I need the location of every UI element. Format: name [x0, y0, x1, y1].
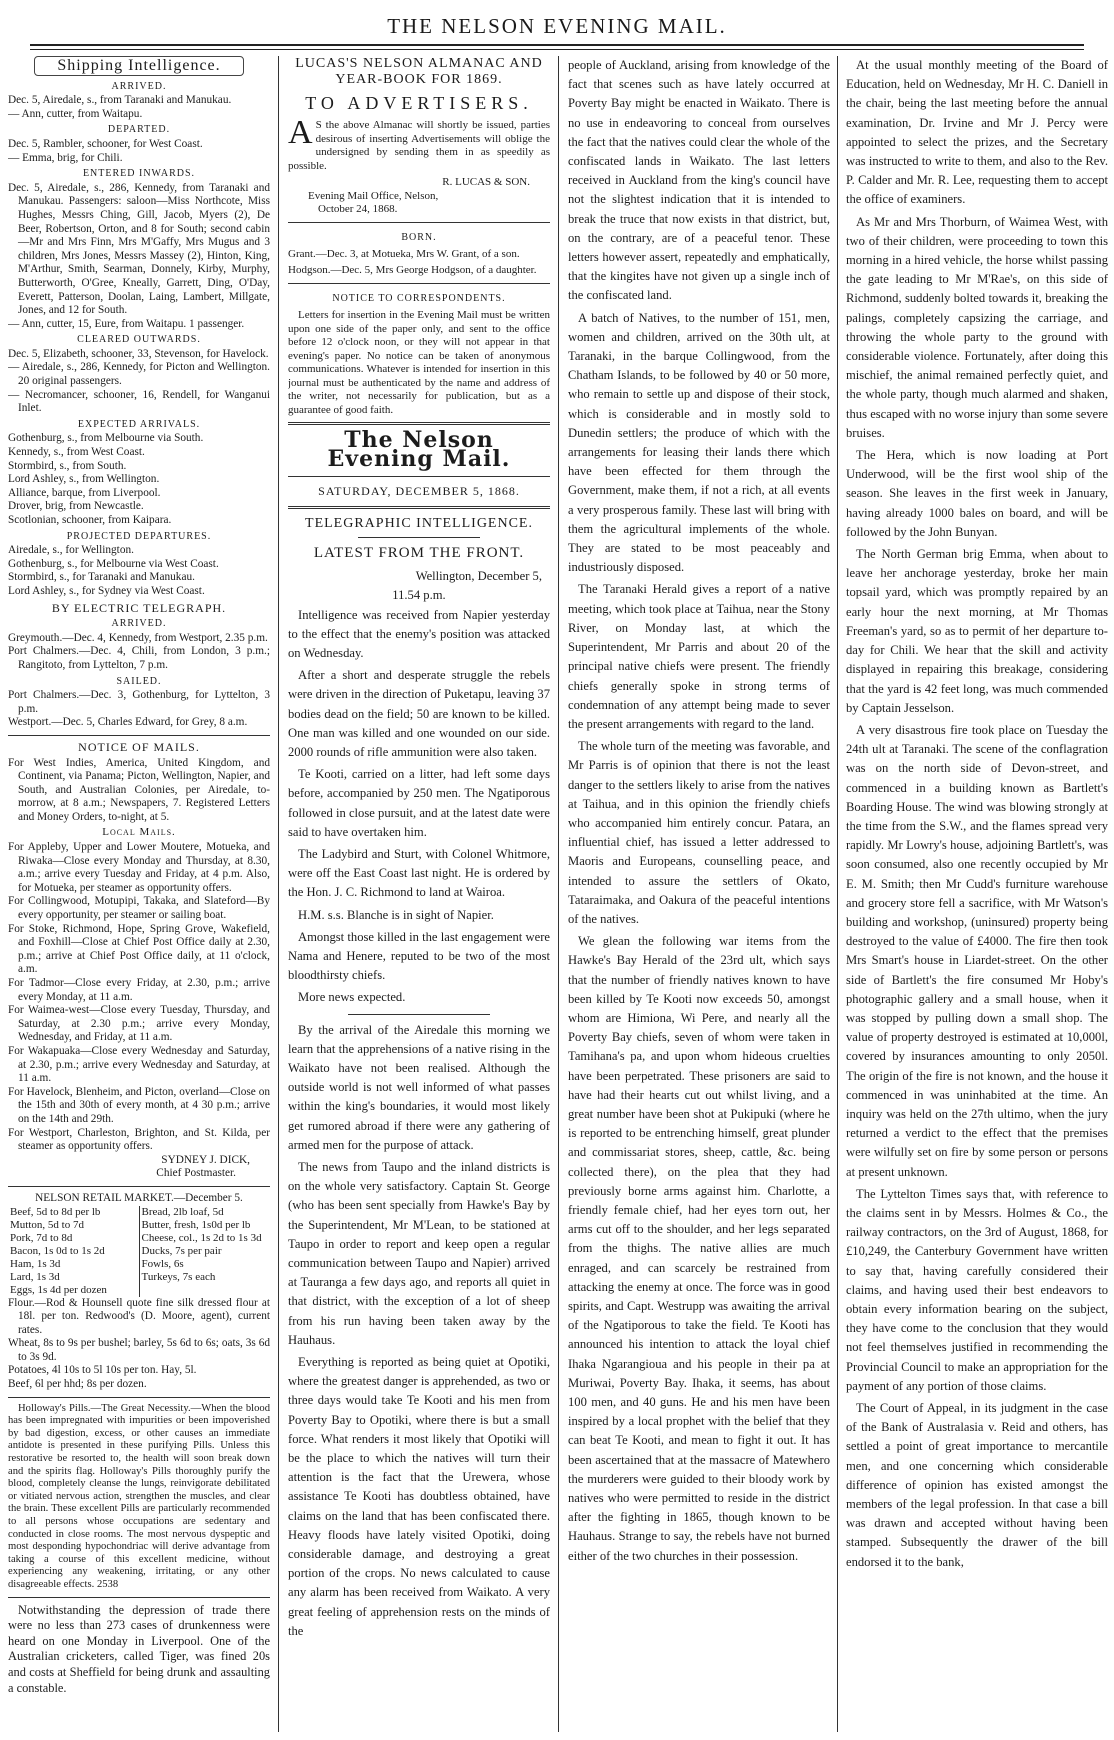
holloway-number: 2538: [96, 1578, 119, 1590]
table-row: [8, 1284, 270, 1297]
divider: [8, 1186, 270, 1187]
almanac-place: Evening Mail Office, Nelson,: [308, 189, 439, 202]
list-item: Gothenburg, s., from Melbourne via South.: [8, 432, 204, 445]
paragraph: H.M. s.s. Blanche is in sight of Napier.: [298, 907, 494, 922]
paragraph: A batch of Natives, to the number of 151, men, women and children, arrived on the 30th ult, at Taranaki, in the barque Collingwood, from the Chatham Islands, to be followed by 40 or 50 more, who remain to settle up and dispose of their stock, which is considerable and in mostly sold to Dunedin settlers; the produce of which with the arrangements for leasing their lands there which have been effected for them through the Government, make them, if not a rich, at all events a very prosperous family. These last will bring with them the agricultural implements of the whole. They are stated to be most peaceably and industriously disposed.: [568, 310, 830, 575]
list-item: Grant.—Dec. 3, at Motueka, Mrs W. Grant, of a son.: [288, 247, 520, 260]
table-cell: Bacon, 1s 0d to 1s 2d: [8, 1245, 139, 1258]
tel-sailed-heading: SAILED.: [116, 675, 162, 687]
paragraph: More news expected.: [298, 990, 406, 1005]
telegraphic-heading: TELEGRAPHIC INTELLIGENCE.: [305, 515, 533, 531]
list-item: — Ann, cutter, 15, Eure, from Waitapu. 1 passenger.: [8, 317, 245, 330]
dateline: SATURDAY, DECEMBER 5, 1868.: [318, 483, 520, 498]
born-heading: BORN.: [401, 231, 437, 243]
almanac-notice: A S the above Almanac will shortly be issued, parties desirous of inserting Advertisements will oblige the undersigned by sending them in as speedily as possible. R. LUCAS & SON. Evening Mail Office, Nelson, October 24, 1868.: [288, 114, 550, 216]
tel-arrived-heading: ARRIVED.: [111, 618, 167, 630]
column-2: [288, 56, 550, 1736]
table-cell: Beef, 5d to 8d per lb: [8, 1206, 139, 1219]
market-table: [8, 1206, 270, 1297]
list-item: Gothenburg, s., for Melbourne via West Coast.: [8, 557, 219, 570]
table-cell: Pork, 7d to 8d: [8, 1232, 139, 1245]
dateline-time: 11.54 p.m.: [392, 588, 446, 603]
paragraph: The North German brig Emma, when about to leave her anchorage yesterday, broke her main topsail yard, which was promptly repaired by an early hour the next morning, at Mr Thomas Freeman's yard, so as to permit of her departure to-day for Chili. We hear that the skill and activity displayed in repairing this breakage, considering that the yard is 42 feet long, was much commended by Captain Jesselson.: [846, 547, 1108, 715]
table-cell: Lard, 1s 3d: [8, 1271, 139, 1284]
entered-list: [8, 182, 270, 332]
column-3: [568, 56, 830, 1736]
tel-sailed-list: [8, 689, 270, 730]
list-item: Dec. 5, Airedale, s., 286, Kennedy, from Taranaki and Manukau. Passengers: saloon—Miss Northcote, Miss Hughes, Messrs Ching, Gill, Jacob, Myers (2), De Beer, Robertson, Orton, and 8 for South; second cabin—Mr and Mrs Finn, Mrs M'Gaffy, Mrs Mugus and 3 children, Mrs Jones, Messrs Massey (2), Hinton, King, M'Arthur, Smith, Searman, Donnely, Kirby, Murphy, Butterworth, O'Gree, Kneally, Garrett, Ding, O'Day, Everett, Patterson, Doolan, Laing, Lambert, Millgate, Jones, and 12 for South.: [8, 181, 270, 317]
table-cell: Mutton, 5d to 7d: [8, 1219, 139, 1232]
list-item: Hodgson.—Dec. 5, Mrs George Hodgson, of a daughter.: [288, 264, 537, 277]
list-item: Alliance, barque, from Liverpool.: [8, 486, 161, 499]
market-text: [8, 1297, 270, 1392]
list-item: For Wakapuaka—Close every Wednesday and Saturday, at 2.30, p.m.; arrive every Wednesday and Saturday, at 11 a.m.: [8, 1044, 270, 1085]
expected-list: [8, 432, 270, 527]
mails-heading: NOTICE OF MAILS.: [78, 739, 200, 754]
arrived-heading: ARRIVED.: [111, 80, 167, 92]
paragraph: Te Kooti, carried on a litter, had left some days before, accompanied by 250 men. The Ngatiporous followed in close pursuit, and at the latest date were said to have overtaken him.: [288, 767, 550, 839]
table-cell: Ducks, 7s per pair: [141, 1244, 222, 1257]
list-item: Airedale, s., for Wellington.: [8, 544, 134, 557]
list-item: Dec. 5, Airedale, s., from Taranaki and Manukau.: [8, 94, 232, 107]
list-item: Potatoes, 4l 10s to 5l 10s per ton. Hay, 5l.: [8, 1364, 197, 1377]
projected-list: [8, 544, 270, 598]
masthead-rule-thin: [30, 49, 1084, 50]
list-item: Wheat, 8s to 9s per bushel; barley, 5s 6d to 6s; oats, 3s 6d to 3s 9d.: [8, 1337, 270, 1363]
drunkenness-paragraph: Notwithstanding the depression of trade there were no less than 273 cases of drunkenness were heard on one Monday in Liverpool. One of the Australian cricketers, called Tiger, was fined 20s and costs at Sheffield for being drunk and assaulting a constable.: [8, 1602, 270, 1695]
list-item: — Necromancer, schooner, 16, Rendell, for Wanganui Inlet.: [8, 388, 270, 415]
masthead: THE NELSON EVENING MAIL.: [387, 14, 727, 38]
paragraph: The whole turn of the meeting was favorable, and Mr Parris is of opinion that there is not the least danger to the settlers likely to arise from the natives at Taihua, and in this opinion the friendly chiefs who accompanied him entirely concur. Patara, an influential chief, has issued a letter addressed to Maoris and Europeans, counselling peace, and intended to assure the settlers of Okato, Tataraimaka, and Oakura of the peaceful intentions of the natives.: [568, 739, 830, 926]
paragraph: Intelligence was received from Napier yesterday to the effect that the enemy's position was attacked on Wednesday.: [288, 607, 550, 660]
list-item: Lord Ashley, s., for Sydney via West Coast.: [8, 584, 205, 597]
divider: [288, 422, 550, 425]
holloway-ad: Holloway's Pills.—The Great Necessity.—When the blood has been impregnated with impurities or been impoverished by bad digestion, excess, or other causes an immediate antidote is presented in these purifying Pills. Unless this restorative be resorted to, the health will soon break down and the spirits flag. Holloway's Pills thoroughly purify the blood, completely cleanse the lungs, reinvigorate debilitated or vitiated nervous action, strengthen the muscles, and clear the brain. These excellent Pills are particularly recommended to all persons whose occupations are sedentary and conducted in close rooms. The most nervous dyspeptic and most desponding hypochondriac will derive advantage from taking a course of this excellent medicine, without experiencing any weakening, irritating, or any other disagreeable effects. 2538: [8, 1402, 270, 1590]
list-item: Lord Ashley, s., from Wellington.: [8, 473, 160, 486]
almanac-date: October 24, 1868.: [318, 203, 398, 216]
front-paragraphs: [288, 606, 550, 1008]
almanac-heading: LUCAS'S NELSON ALMANAC AND YEAR-BOOK FOR 1869.: [295, 56, 543, 87]
table-cell: Bread, 2lb loaf, 5d: [141, 1205, 224, 1218]
telegraph-heading: BY ELECTRIC TELEGRAPH.: [51, 600, 227, 615]
list-item: Dec. 5, Elizabeth, schooner, 33, Stevenson, for Havelock.: [8, 347, 269, 360]
table-row: [8, 1271, 270, 1284]
departed-heading: DEPARTED.: [107, 124, 171, 136]
almanac-signature: R. LUCAS & SON.: [442, 176, 530, 189]
table-cell: Fowls, 6s: [141, 1257, 184, 1270]
projected-heading: PROJECTED DEPARTURES.: [66, 530, 212, 542]
masthead-rule: [30, 44, 1084, 46]
column-divider: [278, 56, 279, 1732]
paragraph: We glean the following war items from the Hawke's Bay Herald of the 23rd ult, which says that the number of friendly natives known to have been killed by Te Kooti now exceeds 50, amongst whom are Himiona, Wi Pere, and nearly all the Poverty Bay chiefs, seven of whom were taken in Tamihana's pa, and upon whom hideous cruelties have been perpetrated. These prisoners are said to have had their hearts cut out whilst living, and a great number have been shot at Pukipuki (where he is reported to be entrenching himself, great plunder and commissariat stores, sheep, cattle, &c. being collected there), on the plea that they had previously borne arms against him. Charlotte, a friendly female chief, had her eyes torn out, her arms cut off to the shoulder, and her legs separated from the thighs. The native allies are much enraged, and can scarcely be restrained from attacking the enemy at once. The force was in good spirits, and Capt. Westrupp was awaiting the arrival of the Ngatiporous to take the field. Te Kooti has announced his intention to attack the loyal chief Ihaka Ngarangioua and his people in their pa at Muriwai, Poverty Bay. Ihaka, it seems, has about 100 men, and 40 guns. He and his men have been inspired by a local prophet with the belief that they can beat Te Kooti, and mean to fight it out. It has been ascertained that at the massacre of Matewhero the murderers were guided to their bloody work by natives who were permitted to reside in the district after the fighting in 1865, though known to be Hauhaus. Strange to say, the rebels have not burned either of the two churches in their possession.: [568, 934, 830, 1563]
paragraph: Amongst those killed in the last engagement were Nama and Henere, reputed to be two of the most bloodthirsty chiefs.: [288, 929, 550, 983]
paragraph: A very disastrous fire took place on Tuesday the 24th ult at Taranaki. The scene of the conflagration was on the north side of Devon-street, and commenced in a building known as Bartlett's Boarding House. The wind was blowing strongly at the time from the S.W., and the flames spread very rapidly. Mr Lowry's house, adjoining Bartlett's, was soon consumed, also one recently occupied by Mr E. M. Smith; then Mr Cudd's furniture warehouse and grocery store fell a sacrifice, with Mr Watson's building and workshop, (uninsured) property being destroyed to the value of £4000. The fire then took Mrs Smart's house in Liardet-street. On the other side of Bartlett's the fire consumed Mr Hoby's photographic gallery and a small house, when it was stopped by pulling down a small shop. The value of property destroyed is estimated at 10,000l, covered by insurances amounting to only 2050l. The origin of the fire is not known, and the house it commenced in was uninhabited at the time. An inquiry was held on the 27th ultimo, when the jury returned a verdict to the effect that the premises were wilfully set on fire by some person or persons at present unknown.: [846, 722, 1108, 1179]
correspondents-heading: NOTICE TO CORRESPONDENTS.: [332, 292, 506, 304]
born-list: [288, 248, 550, 278]
tel-arrived-list: [8, 632, 270, 673]
list-item: For Westport, Charleston, Brighton, and St. Kilda, per steamer as opportunity offers.: [8, 1126, 270, 1153]
postmaster-name: SYDNEY J. DICK,: [161, 1153, 250, 1166]
list-item: — Airedale, s., 286, Kennedy, for Picton and Wellington. 20 original passengers.: [8, 361, 270, 388]
list-item: Scotlonian, schooner, from Kaipara.: [8, 514, 172, 526]
paragraph: At the usual monthly meeting of the Board of Education, held on Wednesday, Mr H. C. Daniell in the chair, being the last meeting before the annual examination, Dr. Irvine and Mr J. Percy were appointed to select the prizes, and the Secretary was instructed to write to them, and also to the Rev. P. Calder and Mr. R. Lee, requesting them to accept the office of examiners.: [846, 58, 1108, 207]
local-mails-heading: Local Mails.: [102, 826, 176, 839]
nameplate: The Nelson Evening Mail.: [327, 427, 511, 473]
table-cell: Ham, 1s 3d: [8, 1258, 139, 1271]
list-item: For Tadmor—Close every Friday, at 2.30, p.m.; arrive every Monday, at 11 a.m.: [8, 977, 270, 1003]
news-paragraphs: [288, 1021, 550, 1642]
drop-cap: A: [288, 114, 313, 152]
column-divider: [837, 56, 838, 1732]
local-mails-list: [8, 841, 270, 1154]
paragraph: people of Auckland, arising from knowledge of the fact that scenes such as have lately occurred at Poverty Bay might be enacted in Waikato. There is no use in endeavoring to conceal from ourselves the fact that the natives could clear the whole of the confiscated lands in Waikato. The last letters received in Auckland from the king's council have not the slightest indication that it is intended to break the truce that now exists in that district, but, on the contrary, are of a peaceful tenor. These letters however assert, repeatedly and emphatically, that the kingites have not given up a single inch of the confiscated land.: [568, 58, 830, 303]
paragraph: The Hera, which is now loading at Port Underwood, will be the first wool ship of the season. She leaves in the first week in January, having already 1000 bales on board, and will be followed by the John Bunyan.: [846, 448, 1108, 539]
table-cell: Cheese, col., 1s 2d to 1s 3d: [141, 1231, 262, 1244]
paragraph: The Court of Appeal, in its judgment in the case of the Bank of Australasia v. Reid and others, has settled a point of great importance to mercantile men, and one concerning which considerable difference of opinion has existed amongst the members of the legal profession. In that case a bill was drawn and accepted without having been stamped. Subsequently the drawer of the bill endorsed it to the bank,: [846, 1401, 1108, 1569]
list-item: Port Chalmers.—Dec. 3, Gothenburg, for Lyttelton, 3 p.m.: [8, 689, 270, 715]
divider: [288, 476, 550, 477]
paragraph: As Mr and Mrs Thorburn, of Waimea West, with two of their children, were proceeding to town this morning in a hired vehicle, the horse whilst passing the gate leading to Mr M'Rae's, on this side of Richmond, suddenly bolted towards it, breaking the palings, completely capsizing the carriage, and throwing the whole party to the ground with considerable violence. Fortunately, after doing this mischief, the animal remained perfectly quiet, and the whole party, though much alarmed and shaken, thus escaped with no worse injury than some severe bruises.: [846, 214, 1108, 440]
list-item: Greymouth.—Dec. 4, Kennedy, from Westport, 2.35 p.m.: [8, 631, 268, 644]
list-item: For Havelock, Blenheim, and Picton, overland—Close on the 15th and 30th of every month, at 4 30 p.m.; arrive on the 14th and 29th.: [8, 1085, 270, 1125]
arrived-list: [8, 94, 270, 121]
expected-heading: EXPECTED ARRIVALS.: [77, 418, 201, 430]
advertisers-heading: TO ADVERTISERS.: [305, 93, 533, 113]
table-row: [8, 1206, 270, 1219]
divider: [8, 1397, 270, 1398]
list-item: Westport.—Dec. 5, Charles Edward, for Grey, 8 a.m.: [8, 716, 248, 729]
divider: [288, 506, 550, 509]
market-heading: NELSON RETAIL MARKET.—December 5.: [35, 1191, 243, 1204]
paragraph: The Ladybird and Sturt, with Colonel Whitmore, were off the East Coast last night. He is ordered by the Hon. J. C. Richmond to land at Wairoa.: [288, 846, 550, 900]
list-item: — Emma, brig, for Chili.: [8, 151, 123, 164]
list-item: For Stoke, Richmond, Hope, Spring Grove, Wakefield, and Foxhill—Close at Chief Post Office daily at 2.30, p.m.; arrive at Chief Post Office daily, at 11 o'clock, a.m.: [8, 922, 270, 976]
table-row: [8, 1232, 270, 1245]
col3-paragraphs: [568, 56, 830, 1566]
table-cell: Turkeys, 7s each: [141, 1270, 216, 1283]
divider: [288, 283, 550, 284]
mails-main: For West Indies, America, United Kingdom, and Continent, via Panama; Picton, Wellington, Napier, and South, and Australian Colonies, per Airedale, to-morrow, at 8 a.m.; Newspapers, 7. Registered Letters and Money Orders, to-night, at 5.: [8, 756, 270, 823]
dateline-wellington: Wellington, December 5,: [415, 569, 542, 584]
table-cell: Butter, fresh, 1s0d per lb: [141, 1218, 251, 1231]
divider: [8, 1597, 270, 1598]
table-cell: [139, 1284, 270, 1297]
list-item: Port Chalmers.—Dec. 4, Chili, from London, 3 p.m.; Rangitoto, from Lyttelton, 7 p.m.: [8, 645, 270, 671]
paragraph: The Lyttelton Times says that, with reference to the claims sent in by Messrs. Holmes & Co., the railway contractors, on the 3rd of August, 1868, for £10,249, the Canterbury Government have written to say that, having carefully considered their claims, and having used their best endeavors to obtain every information bearing on the subject, they have come to the conclusion that they would not feel themselves justified in recommending the Provincial Council to make an appropriation for the payment of any portion of those claims.: [846, 1186, 1108, 1393]
list-item: Stormbird, s., for Taranaki and Manukau.: [8, 571, 195, 584]
list-item: Beef, 6l per hhd; 8s per dozen.: [8, 1378, 147, 1391]
column-1: [8, 56, 270, 1736]
list-item: Kennedy, s., from West Coast.: [8, 446, 145, 459]
cleared-heading: CLEARED OUTWARDS.: [77, 334, 201, 346]
divider: [348, 1014, 490, 1015]
cleared-list: [8, 348, 270, 416]
departed-list: [8, 138, 270, 165]
front-heading: LATEST FROM THE FRONT.: [313, 544, 525, 561]
list-item: Drover, brig, from Newcastle.: [8, 500, 144, 513]
list-item: Flour.—Rod & Hounsell quote fine silk dressed flour at 18l. per ton. Redwood's (D. Moore, agent), current rates.: [8, 1296, 270, 1336]
list-item: For Waimea-west—Close every Tuesday, Thursday, and Saturday, at 2.30 p.m.; arrive every Monday, Wednesday, and Friday, at 11 a.m.: [8, 1004, 270, 1044]
list-item: Dec. 5, Rambler, schooner, for West Coast.: [8, 137, 203, 150]
paragraph: The Taranaki Herald gives a report of a native meeting, which took place at Taihua, near the Stony River, on Monday last, at which the Superintendent, Mr Parris and about 20 of the principal native chiefs were present. The friendly chiefs generally spoke in strong terms of condemnation of any attempt being made to sever the present arrangements with regard to the land.: [568, 582, 830, 731]
list-item: For Appleby, Upper and Lower Moutere, Motueka, and Riwaka—Close every Monday and Thursday, at 8.30, a.m.; arrive every Tuesday and Friday, at 4 p.m. Also, for Motueka, per steamer as opportunity offers.: [8, 841, 270, 894]
list-item: For Collingwood, Motupipi, Takaka, and Slateford—By every opportunity, per steamer or sailing boat.: [8, 895, 270, 922]
paragraph: The news from Taupo and the inland districts is on the whole very satisfactory. Captain St. George (who has been sent specially from Hawke's Bay by the Superintendent, Mr M'Lean, to be stationed at Taupo in order to report and keep open a regular communication between Taupo and Napier) arrived at Tauranga a few days ago, and reports all quiet in that district, with the exception of a lot of sheep from his run having been taken away by the Hauhaus.: [288, 1160, 550, 1347]
table-row: [8, 1258, 270, 1271]
correspondents-text: Letters for insertion in the Evening Mail must be written upon one side of the paper only, and sent to the office before 12 o'clock noon, or they will not appear in that evening's paper. No notice can be taken of anonymous communications. Whatever is intended for insertion in this journal must be authenticated by the name and address of the writer, not necessarily for publication, but as a guarantee of good faith.: [288, 309, 550, 416]
divider: [288, 222, 550, 223]
table-row: [8, 1219, 270, 1232]
paragraph: After a short and desperate struggle the rebels were driven in the direction of Puketapu, leaving 37 bodies dead on the field; 50 are known to be killed. One man was killed and one wounded on our side. 2000 rounds of rifle ammunition were also taken.: [288, 668, 550, 759]
list-item: — Ann, cutter, from Waitapu.: [8, 107, 143, 120]
table-row: [8, 1245, 270, 1258]
paragraph: Everything is reported as being quiet at Opotiki, where the greatest danger is apprehended, as two or three days would take Te Kooti and his men from Poverty Bay to Opotiki, where there is but a small force. What renders it most likely that Opotiki will be the place to which the natives will turn their attention is the fact that the Urewera, whose assistance Te Kooti has doubtless obtained, have claims on the land that has been confiscated there. Heavy floods have lately visited Opotiki, doing considerable damage, and destroying a great portion of the crops. No news calculated to cause any alarm has been received from Waikato. A very great feeling of apprehension rests on the minds of the: [288, 1355, 550, 1638]
divider: [8, 735, 270, 736]
table-cell: Eggs, 1s 4d per dozen: [8, 1284, 139, 1297]
column-4: [846, 56, 1108, 1736]
list-item: Stormbird, s., from South.: [8, 459, 127, 472]
paragraph: By the arrival of the Airedale this morning we learn that the apprehensions of a native rising in the Waikato have not been realised. Although the outside world is not well informed of what passes within the king's boundaries, it would most likely get rumored abroad if there were any gathering of armed men for the purpose of attack.: [288, 1022, 550, 1152]
column-divider: [558, 56, 559, 1732]
shipping-title: Shipping Intelligence.: [34, 56, 244, 76]
col4-paragraphs: [846, 56, 1108, 1572]
divider: [358, 537, 480, 538]
postmaster-title: Chief Postmaster.: [156, 1167, 236, 1180]
entered-heading: ENTERED INWARDS.: [82, 168, 196, 180]
